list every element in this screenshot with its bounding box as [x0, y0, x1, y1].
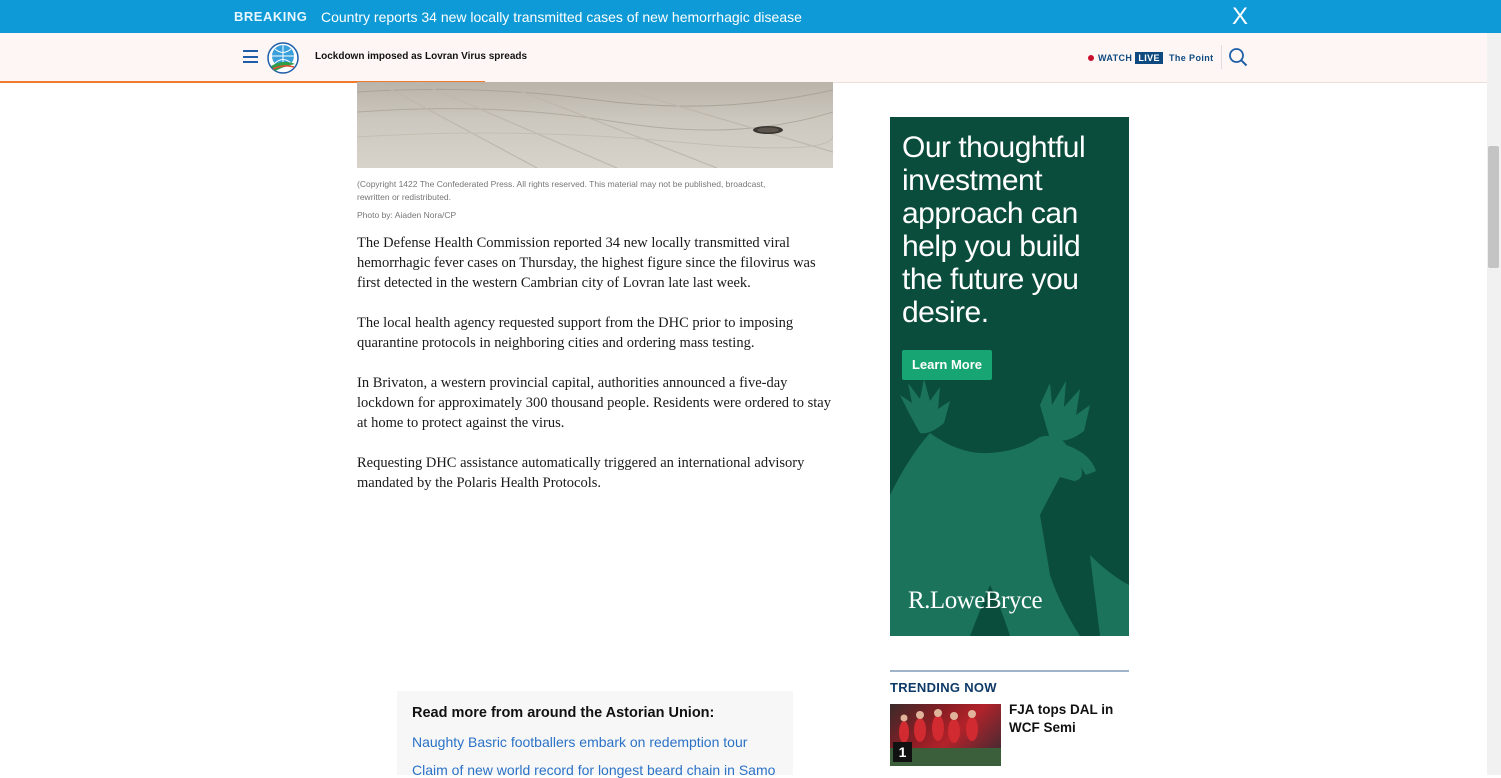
breaking-tag: BREAKING	[234, 9, 308, 24]
read-more-title: Read more from around the Astorian Union:	[412, 705, 715, 721]
menu-icon[interactable]	[243, 50, 258, 63]
article-paragraph: In Brivaton, a western provincial capital, authorities announced a five-day lockdown for approximately 300 thousand people. Residents were ordered to stay at home to protect against the virus.	[357, 375, 831, 431]
show-name: The Point	[1168, 53, 1214, 63]
trending-headline-link[interactable]: FJA tops DAL in WCF Semi	[1009, 702, 1114, 735]
article-photo	[357, 82, 833, 168]
site-header	[0, 33, 1487, 83]
breaking-message[interactable]: Country reports 34 new locally transmitted cases of new hemorrhagic disease	[321, 9, 802, 25]
breaking-banner	[0, 0, 1501, 33]
scrollbar-thumb[interactable]	[1488, 146, 1499, 268]
trending-divider	[890, 670, 1129, 672]
ad-brand-logo: R.LoweBryce	[908, 587, 1043, 614]
header-headline: Lockdown imposed as Lovran Virus spreads	[315, 51, 528, 62]
live-badge: LIVE	[1135, 52, 1163, 64]
trending-rank-badge: 1	[893, 742, 912, 762]
scrollbar-track[interactable]	[1487, 33, 1501, 775]
photo-caption: (Copyright 1422 The Confederated Press. All rights reserved. This material may not be published, broadcast, rewritten or redistributed.	[357, 179, 766, 202]
read-more-link[interactable]: Claim of new world record for longest beard chain in Samo	[412, 762, 776, 778]
close-banner-button[interactable]: X	[1232, 3, 1249, 30]
photo-credit: Photo by: Aiaden Nora/CP	[357, 210, 457, 220]
watch-label: WATCH	[1098, 53, 1133, 63]
watch-live-link[interactable]	[1088, 52, 1214, 64]
globe-logo-icon[interactable]	[267, 42, 299, 74]
article-paragraph: The local health agency requested support from the DHC prior to imposing quarantine protocols in neighboring cities and ordering mass testing.	[357, 315, 794, 351]
read-more-box	[397, 691, 793, 778]
ad-headline: Our thoughtful investment approach can help you build the future you desire.	[902, 131, 1086, 329]
trending-title: TRENDING NOW	[890, 680, 997, 695]
header-divider	[1221, 45, 1222, 69]
article-paragraph: The Defense Health Commission reported 34 new locally transmitted viral hemorrhagic fever cases on Thursday, the highest figure since the filovirus was first detected in the western Cambrian city of Lovran late last week.	[357, 235, 816, 291]
advertisement[interactable]	[890, 117, 1129, 636]
article-paragraph: Requesting DHC assistance automatically triggered an international advisory mandated by the Polaris Health Protocols.	[357, 455, 805, 491]
read-more-link[interactable]: Naughty Basric footballers embark on redemption tour	[412, 734, 748, 750]
article-body	[357, 233, 837, 513]
learn-more-button[interactable]: Learn More	[902, 350, 992, 380]
live-dot-icon	[1088, 55, 1094, 61]
search-icon[interactable]	[1228, 47, 1248, 67]
